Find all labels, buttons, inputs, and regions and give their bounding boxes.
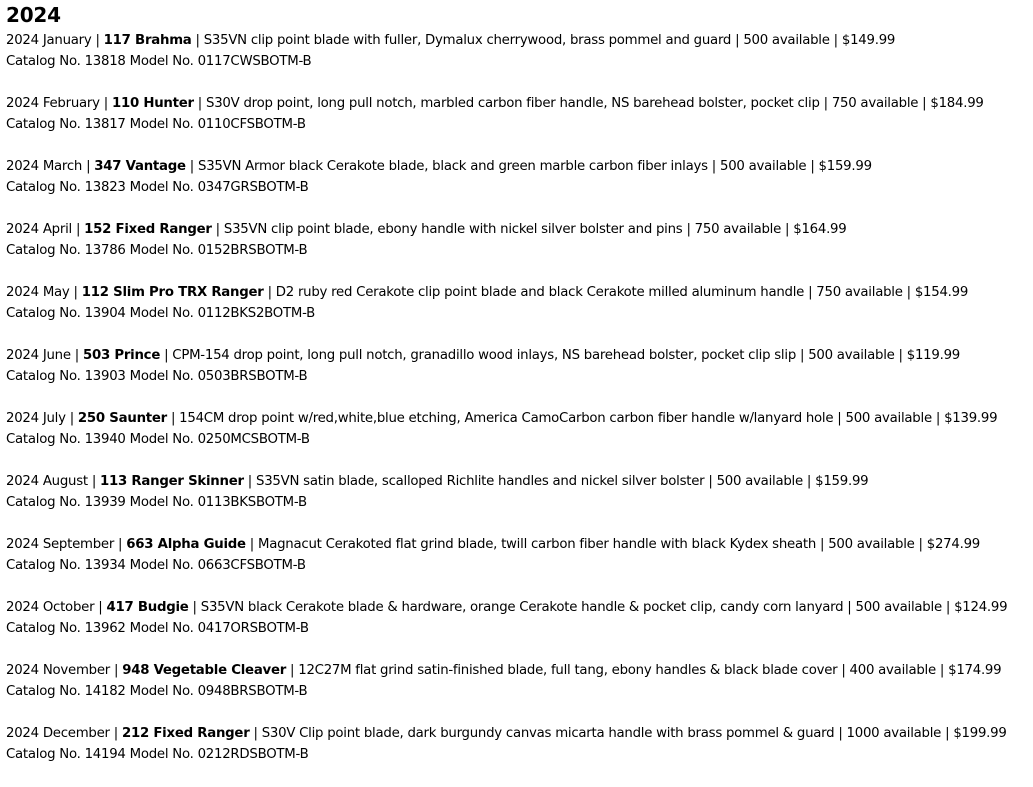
entry-model-name: 250 Saunter: [77, 411, 167, 426]
entry-price: $119.99: [906, 348, 961, 363]
entry-price: $124.99: [954, 600, 1008, 615]
entry-summary-line: 2024 September | 663 Alpha Guide | Magnacut Cerakoted flat grind blade, twill carbon fiber handle with black Kydex sheath | 500 available | $274.99: [6, 537, 981, 552]
entry-description: S35VN clip point blade, ebony handle with nickel silver bolster and pins: [223, 222, 683, 237]
entry-model-name: 503 Prince: [82, 348, 161, 363]
entry-month: 2024 April: [6, 222, 72, 237]
entry-availability: 750 available: [831, 96, 919, 111]
entry-model-name: 663 Alpha Guide: [126, 537, 246, 552]
entry-month: 2024 October: [6, 600, 95, 615]
entry-availability: 500 available: [828, 537, 915, 552]
list-item: [6, 94, 1031, 157]
list-item: [6, 598, 1031, 661]
list-item: [6, 409, 1031, 472]
entry-price: $149.99: [841, 33, 896, 48]
entry-month: 2024 May: [6, 285, 70, 300]
entry-summary-line: 2024 January | 117 Brahma | S35VN clip point blade with fuller, Dymalux cherrywood, brass pommel and guard | 500 available | $149.99: [6, 33, 896, 48]
entry-price: $139.99: [944, 411, 998, 426]
entry-availability: 500 available: [855, 600, 942, 615]
entry-catalog-line: Catalog No. 13962 Model No. 0417ORSBOTM-B: [6, 620, 309, 636]
entry-availability: 1000 available: [846, 726, 942, 741]
entry-price: $159.99: [815, 474, 869, 489]
list-item: [6, 220, 1031, 283]
entry-model-name: 110 Hunter: [111, 96, 194, 111]
entry-catalog-line: Catalog No. 14194 Model No. 0212RDSBOTM-B: [6, 746, 309, 762]
entry-availability: 750 available: [694, 222, 782, 237]
entry-month: 2024 February: [6, 96, 100, 111]
entry-description: 12C27M flat grind satin-finished blade, full tang, ebony handles & black blade cover: [298, 663, 838, 678]
list-item: [6, 157, 1031, 220]
entry-catalog-line: Catalog No. 13786 Model No. 0152BRSBOTM-B: [6, 242, 308, 258]
entry-model-name: 112 Slim Pro TRX Ranger: [81, 285, 264, 300]
list-item: [6, 31, 1031, 94]
entry-month: 2024 December: [6, 726, 110, 741]
list-item: [6, 535, 1031, 598]
entry-model-name: 113 Ranger Skinner: [100, 474, 244, 489]
entry-catalog-line: Catalog No. 13818 Model No. 0117CWSBOTM-B: [6, 53, 312, 69]
entry-description: S35VN black Cerakote blade & hardware, orange Cerakote handle & pocket clip, candy corn lanyard: [200, 600, 844, 615]
entry-description: S35VN satin blade, scalloped Richlite handles and nickel silver bolster: [256, 474, 705, 489]
entry-catalog-line: Catalog No. 13903 Model No. 0503BRSBOTM-B: [6, 368, 308, 384]
entry-price: $174.99: [948, 663, 1002, 678]
entry-price: $184.99: [930, 96, 984, 111]
entry-price: $199.99: [953, 726, 1007, 741]
entry-model-name: 417 Budgie: [106, 600, 189, 615]
entry-catalog-line: Catalog No. 13940 Model No. 0250MCSBOTM-B: [6, 431, 310, 447]
entry-summary-line: 2024 June | 503 Prince | CPM-154 drop point, long pull notch, granadillo wood inlays, NS barehead bolster, pocket clip slip | 500 available | $119.99: [6, 348, 961, 363]
entry-price: $164.99: [793, 222, 847, 237]
year-heading: 2024: [6, 3, 61, 27]
entry-summary-line: 2024 July | 250 Saunter | 154CM drop point w/red,white,blue etching, America CamoCarbon carbon fiber handle w/lanyard hole | 500 available | $139.99: [6, 411, 998, 426]
list-item: [6, 661, 1031, 724]
entry-description: 154CM drop point w/red,white,blue etching, America CamoCarbon carbon fiber handle w/lanyard hole: [179, 411, 834, 426]
list-item: [6, 283, 1031, 346]
entry-description: S35VN clip point blade with fuller, Dymalux cherrywood, brass pommel and guard: [203, 33, 732, 48]
entry-price: $159.99: [818, 159, 872, 174]
page-content: [6, 0, 1031, 787]
entry-model-name: 948 Vegetable Cleaver: [122, 663, 287, 678]
entry-catalog-line: Catalog No. 13823 Model No. 0347GRSBOTM-B: [6, 179, 309, 195]
entry-model-name: 152 Fixed Ranger: [84, 222, 212, 237]
entry-month: 2024 July: [6, 411, 66, 426]
entry-month: 2024 March: [6, 159, 83, 174]
entry-month: 2024 January: [6, 33, 92, 48]
entries-list: [6, 31, 1031, 787]
entry-model-name: 117 Brahma: [103, 33, 192, 48]
entry-month: 2024 August: [6, 474, 88, 489]
entry-catalog-line: Catalog No. 13817 Model No. 0110CFSBOTM-B: [6, 116, 306, 132]
entry-summary-line: 2024 April | 152 Fixed Ranger | S35VN clip point blade, ebony handle with nickel silver bolster and pins | 750 available | $164.99: [6, 222, 847, 237]
entry-description: CPM-154 drop point, long pull notch, granadillo wood inlays, NS barehead bolster, pocket clip slip: [172, 348, 797, 363]
entry-availability: 500 available: [719, 159, 807, 174]
entry-availability: 500 available: [845, 411, 932, 426]
entry-summary-line: 2024 March | 347 Vantage | S35VN Armor black Cerakote blade, black and green marble carbon fiber inlays | 500 available | $159.99: [6, 159, 872, 174]
entry-description: S30V Clip point blade, dark burgundy canvas micarta handle with brass pommel & guard: [261, 726, 835, 741]
entry-model-name: 212 Fixed Ranger: [121, 726, 250, 741]
entry-summary-line: 2024 November | 948 Vegetable Cleaver | 12C27M flat grind satin-finished blade, full tang, ebony handles & black blade cover | 400 available | $174.99: [6, 663, 1002, 678]
entry-summary-line: 2024 October | 417 Budgie | S35VN black Cerakote blade & hardware, orange Cerakote handle & pocket clip, candy corn lanyard | 500 available | $124.99: [6, 600, 1008, 615]
entry-description: S30V drop point, long pull notch, marbled carbon fiber handle, NS barehead bolster, pocket clip: [206, 96, 820, 111]
entry-price: $154.99: [914, 285, 969, 300]
entry-month: 2024 June: [6, 348, 71, 363]
entry-price: $274.99: [926, 537, 981, 552]
entry-summary-line: 2024 February | 110 Hunter | S30V drop point, long pull notch, marbled carbon fiber handle, NS barehead bolster, pocket clip | 750 available | $184.99: [6, 96, 984, 111]
entry-catalog-line: Catalog No. 14182 Model No. 0948BRSBOTM-B: [6, 683, 308, 699]
entry-description: D2 ruby red Cerakote clip point blade and black Cerakote milled aluminum handle: [275, 285, 805, 300]
entry-description: S35VN Armor black Cerakote blade, black and green marble carbon fiber inlays: [198, 159, 708, 174]
entry-month: 2024 September: [6, 537, 115, 552]
list-item: [6, 346, 1031, 409]
entry-description: Magnacut Cerakoted flat grind blade, twill carbon fiber handle with black Kydex sheath: [258, 537, 817, 552]
entry-availability: 750 available: [816, 285, 903, 300]
entry-summary-line: 2024 August | 113 Ranger Skinner | S35VN satin blade, scalloped Richlite handles and nickel silver bolster | 500 available | $159.99: [6, 474, 869, 489]
entry-catalog-line: Catalog No. 13934 Model No. 0663CFSBOTM-B: [6, 557, 306, 573]
list-item: [6, 724, 1031, 787]
entry-catalog-line: Catalog No. 13904 Model No. 0112BKS2BOTM-B: [6, 305, 316, 321]
entry-model-name: 347 Vantage: [94, 159, 186, 174]
entry-availability: 500 available: [808, 348, 895, 363]
list-item: [6, 472, 1031, 535]
entry-availability: 500 available: [743, 33, 830, 48]
entry-availability: 400 available: [849, 663, 936, 678]
entry-catalog-line: Catalog No. 13939 Model No. 0113BKSBOTM-B: [6, 494, 307, 510]
entry-availability: 500 available: [716, 474, 803, 489]
entry-summary-line: 2024 May | 112 Slim Pro TRX Ranger | D2 ruby red Cerakote clip point blade and black Cerakote milled aluminum handle | 750 available | $154.99: [6, 285, 969, 300]
entry-summary-line: 2024 December | 212 Fixed Ranger | S30V Clip point blade, dark burgundy canvas micarta handle with brass pommel & guard | 1000 available | $199.99: [6, 726, 1007, 741]
entry-month: 2024 November: [6, 663, 110, 678]
